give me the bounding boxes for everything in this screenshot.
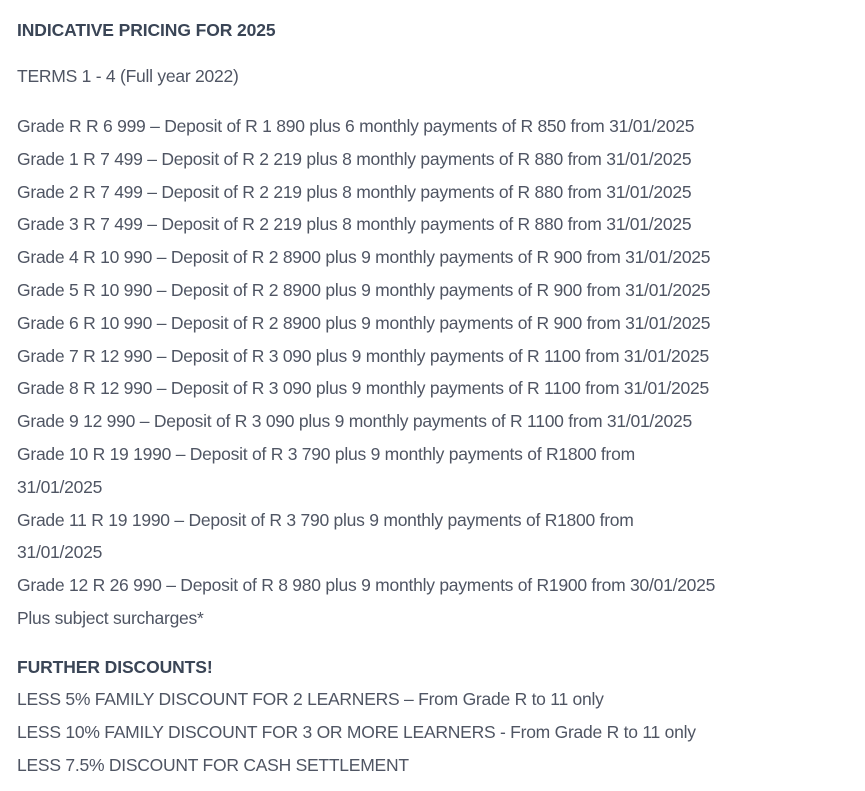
grade-line: Grade 6 R 10 990 – Deposit of R 2 8900 plus 9 monthly payments of R 900 from 31/01/2025 bbox=[17, 312, 711, 333]
grade-line: Grade 3 R 7 499 – Deposit of R 2 219 plus 8 monthly payments of R 880 from 31/01/2025 bbox=[17, 214, 692, 235]
grade-pricing-list bbox=[17, 110, 715, 635]
grade-line: Grade 4 R 10 990 – Deposit of R 2 8900 plus 9 monthly payments of R 900 from 31/01/2025 bbox=[17, 247, 711, 268]
terms-text: TERMS 1 - 4 (Full year 2022) bbox=[17, 66, 239, 86]
surcharge-note: Plus subject surcharges* bbox=[17, 607, 204, 628]
grade-line: Grade 5 R 10 990 – Deposit of R 2 8900 plus 9 monthly payments of R 900 from 31/01/2025 bbox=[17, 279, 711, 300]
discount-list bbox=[17, 683, 696, 781]
discount-line: LESS 7.5% DISCOUNT FOR CASH SETTLEMENT bbox=[17, 754, 409, 775]
page-title: INDICATIVE PRICING FOR 2025 bbox=[17, 20, 276, 40]
further-discounts-heading: FURTHER DISCOUNTS! bbox=[17, 657, 213, 677]
grade-line: Grade 9 12 990 – Deposit of R 3 090 plus 9 monthly payments of R 1100 from 31/01/2025 bbox=[17, 411, 692, 432]
grade-line: Grade 2 R 7 499 – Deposit of R 2 219 plus 8 monthly payments of R 880 from 31/01/2025 bbox=[17, 181, 692, 202]
grade-line: Grade 12 R 26 990 – Deposit of R 8 980 plus 9 monthly payments of R1900 from 30/01/2025 bbox=[17, 575, 716, 596]
grade-line: Grade R R 6 999 – Deposit of R 1 890 plus 6 monthly payments of R 850 from 31/01/2025 bbox=[17, 116, 695, 136]
grade-line: Grade 7 R 12 990 – Deposit of R 3 090 plus 9 monthly payments of R 1100 from 31/01/2025 bbox=[17, 345, 709, 366]
discount-line: LESS 5% FAMILY DISCOUNT FOR 2 LEARNERS – From Grade R to 11 only bbox=[17, 689, 604, 709]
grade-line-continued: 31/01/2025 bbox=[17, 476, 103, 497]
grade-line: Grade 8 R 12 990 – Deposit of R 3 090 plus 9 monthly payments of R 1100 from 31/01/2025 bbox=[17, 378, 709, 399]
discount-line: LESS 10% FAMILY DISCOUNT FOR 3 OR MORE LEARNERS - From Grade R to 11 only bbox=[17, 721, 696, 742]
grade-line-continued: 31/01/2025 bbox=[17, 542, 103, 563]
grade-line: Grade 1 R 7 499 – Deposit of R 2 219 plus 8 monthly payments of R 880 from 31/01/2025 bbox=[17, 148, 692, 169]
grade-line: Grade 10 R 19 1990 – Deposit of R 3 790 plus 9 monthly payments of R1800 from bbox=[17, 443, 635, 464]
grade-line: Grade 11 R 19 1990 – Deposit of R 3 790 plus 9 monthly payments of R1800 from bbox=[17, 509, 634, 530]
